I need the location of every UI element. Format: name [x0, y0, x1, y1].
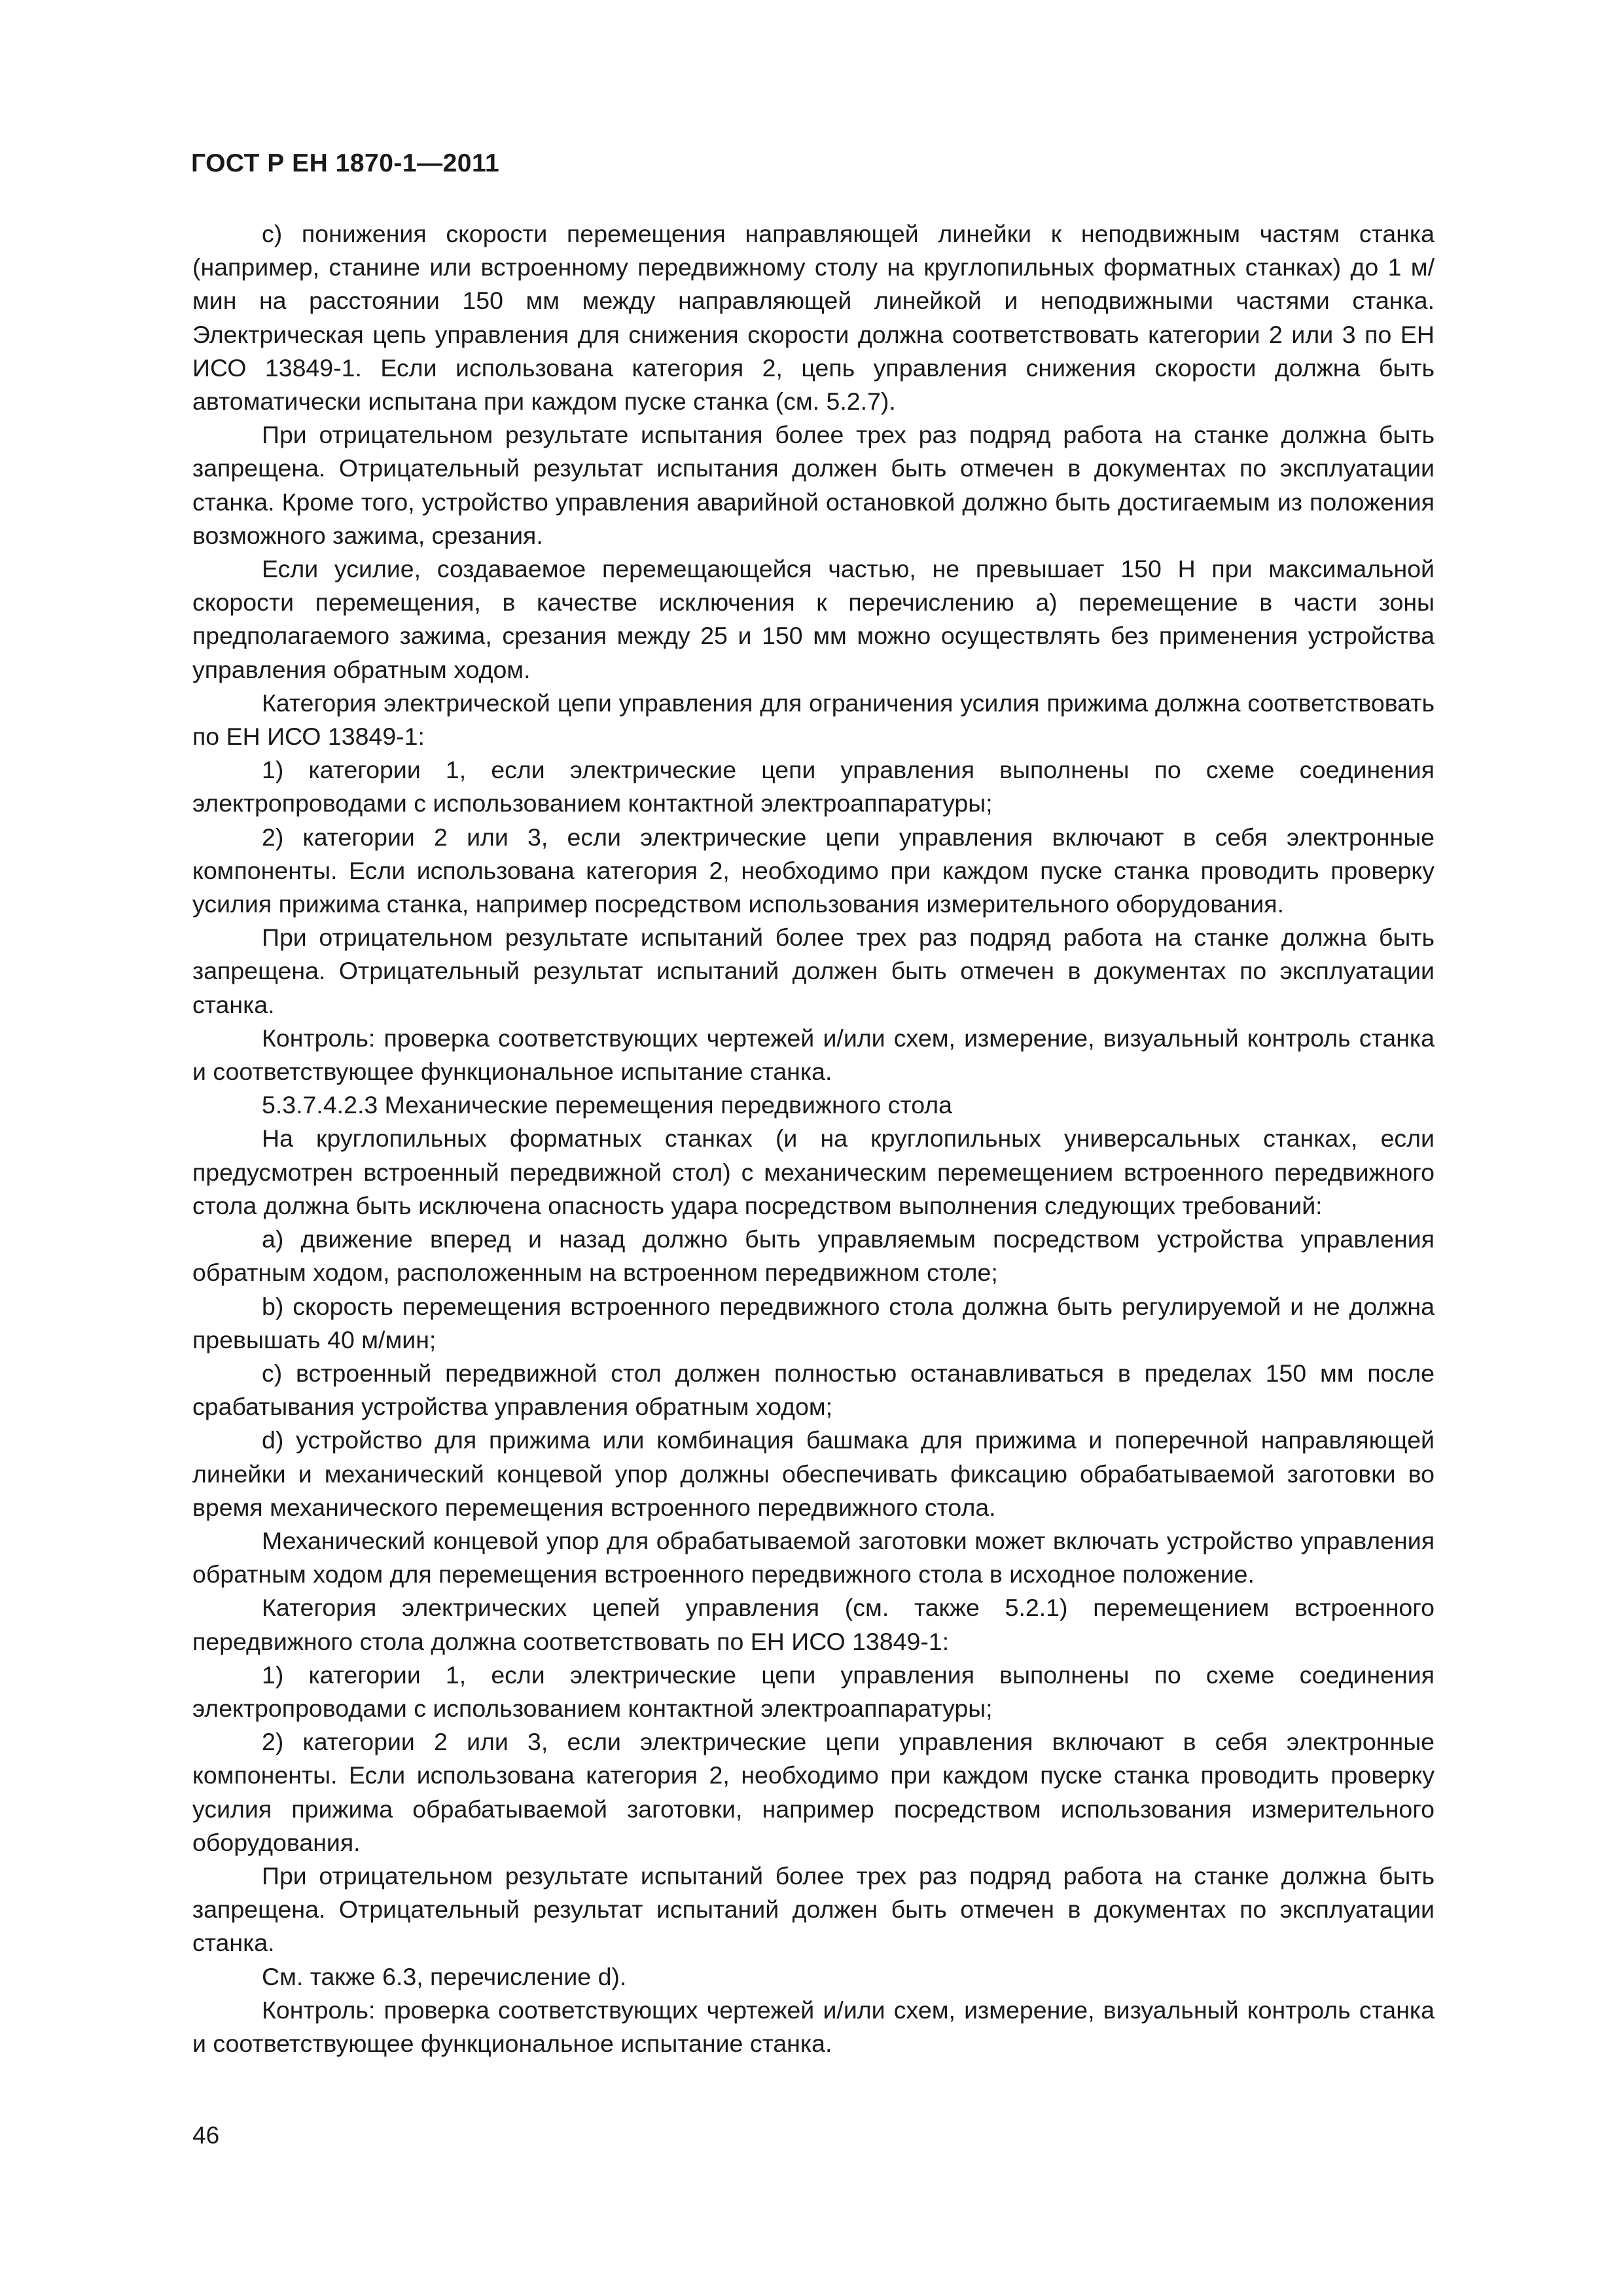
list-item: 1) категории 1, если электрические цепи управления выполнены по схеме соединения электропроводами с использованием контактной электроаппаратуры;: [192, 1660, 1435, 1722]
paragraph: Категория электрических цепей управления (см. также 5.2.1) перемещением встроенного передвижного стола должна соответствовать по ЕН ИСО 13849-1:: [192, 1594, 1435, 1655]
list-item: d) устройство для прижима или комбинация башмака для прижима и поперечной направляющей линейки и механический концевой упор должны обеспечивать фиксацию обрабатываемой заготовки во время механического перемещения встроенного передвижного стола.: [192, 1426, 1435, 1521]
list-item: c) встроенный передвижной стол должен полностью останавливаться в пределах 150 мм после срабатывания устройства управления обратным ходом;: [192, 1359, 1435, 1421]
paragraph: c) понижения скорости перемещения направляющей линейки к неподвижным частям станка (например, станине или встроенному передвижному столу на круглопильных форматных станках) до 1 м/мин на расстоянии 150 мм между направляющей линейкой и неподвижными частями станка. Электрическая цепь управления для снижения скорости должна соответствовать категории 2 или 3 по ЕН ИСО 13849-1. Если использована категория 2, цепь управления снижения скорости должна быть автоматически испытана при каждом пуске станка (см. 5.2.7).: [192, 220, 1435, 416]
paragraph: При отрицательном результате испытания более трех раз подряд работа на станке должна быть запрещена. Отрицательный результат испытания должен быть отмечен в документах по эксплуатации станка. Кроме того, устройство управления аварийной остановкой должно быть достигаемым из положения возможного зажима, срезания.: [192, 421, 1435, 549]
paragraph: Механический концевой упор для обрабатываемой заготовки может включать устройство управления обратным ходом для перемещения встроенного передвижного стола в исходное положение.: [192, 1526, 1435, 1588]
paragraph: Категория электрической цепи управления для ограничения усилия прижима должна соответствовать по ЕН ИСО 13849-1:: [192, 689, 1435, 751]
paragraph: При отрицательном результате испытаний более трех раз подряд работа на станке должна быть запрещена. Отрицательный результат испытаний должен быть отмечен в документах по эксплуатации станка.: [192, 1861, 1435, 1957]
list-item: b) скорость перемещения встроенного передвижного стола должна быть регулируемой и не должна превышать 40 м/мин;: [192, 1292, 1435, 1354]
document-header-title: ГОСТ Р ЕН 1870-1—2011: [191, 149, 500, 177]
paragraph: Если усилие, создаваемое перемещающейся частью, не превышает 150 Н при максимальной скорости перемещения, в качестве исключения к перечислению а) перемещение в части зоны предполагаемого зажима, срезания между 25 и 150 мм можно осуществлять без применения устройства управления обратным ходом.: [192, 555, 1435, 683]
paragraph: См. также 6.3, перечисление d).: [262, 1962, 627, 1990]
paragraph: На круглопильных форматных станках (и на круглопильных универсальных станках, если предусмотрен встроенный передвижной стол) с механическим перемещением встроенного передвижного стола должна быть исключена опасность удара посредством выполнения следующих требований:: [192, 1124, 1435, 1219]
section-heading: 5.3.7.4.2.3 Механические перемещения передвижного стола: [262, 1091, 952, 1119]
list-item: 2) категории 2 или 3, если электрические цепи управления включают в себя электронные компоненты. Если использована категория 2, необходимо при каждом пуске станка проводить проверку усилия прижима обрабатываемой заготовки, например посредством использования измерительного оборудования.: [192, 1728, 1435, 1856]
list-item: 2) категории 2 или 3, если электрические цепи управления включают в себя электронные компоненты. Если использована категория 2, необходимо при каждом пуске станка проводить проверку усилия прижима станка, например посредством использования измерительного оборудования.: [192, 823, 1435, 918]
list-item: a) движение вперед и назад должно быть управляемым посредством устройства управления обратным ходом, расположенным на встроенном передвижном столе;: [192, 1225, 1435, 1287]
paragraph: При отрицательном результате испытаний более трех раз подряд работа на станке должна быть запрещена. Отрицательный результат испытаний должен быть отмечен в документах по эксплуатации станка.: [192, 924, 1435, 1018]
paragraph: Контроль: проверка соответствующих чертежей и/или схем, измерение, визуальный контроль станка и соответствующее функциональное испытание станка.: [192, 1024, 1435, 1086]
list-item: 1) категории 1, если электрические цепи управления выполнены по схеме соединения электропроводами с использованием контактной электроаппаратуры;: [192, 756, 1435, 817]
document-body: [192, 217, 1435, 2060]
paragraph: Контроль: проверка соответствующих чертежей и/или схем, измерение, визуальный контроль станка и соответствующее функциональное испытание станка.: [192, 1996, 1435, 2057]
page-number: 46: [192, 2122, 220, 2149]
